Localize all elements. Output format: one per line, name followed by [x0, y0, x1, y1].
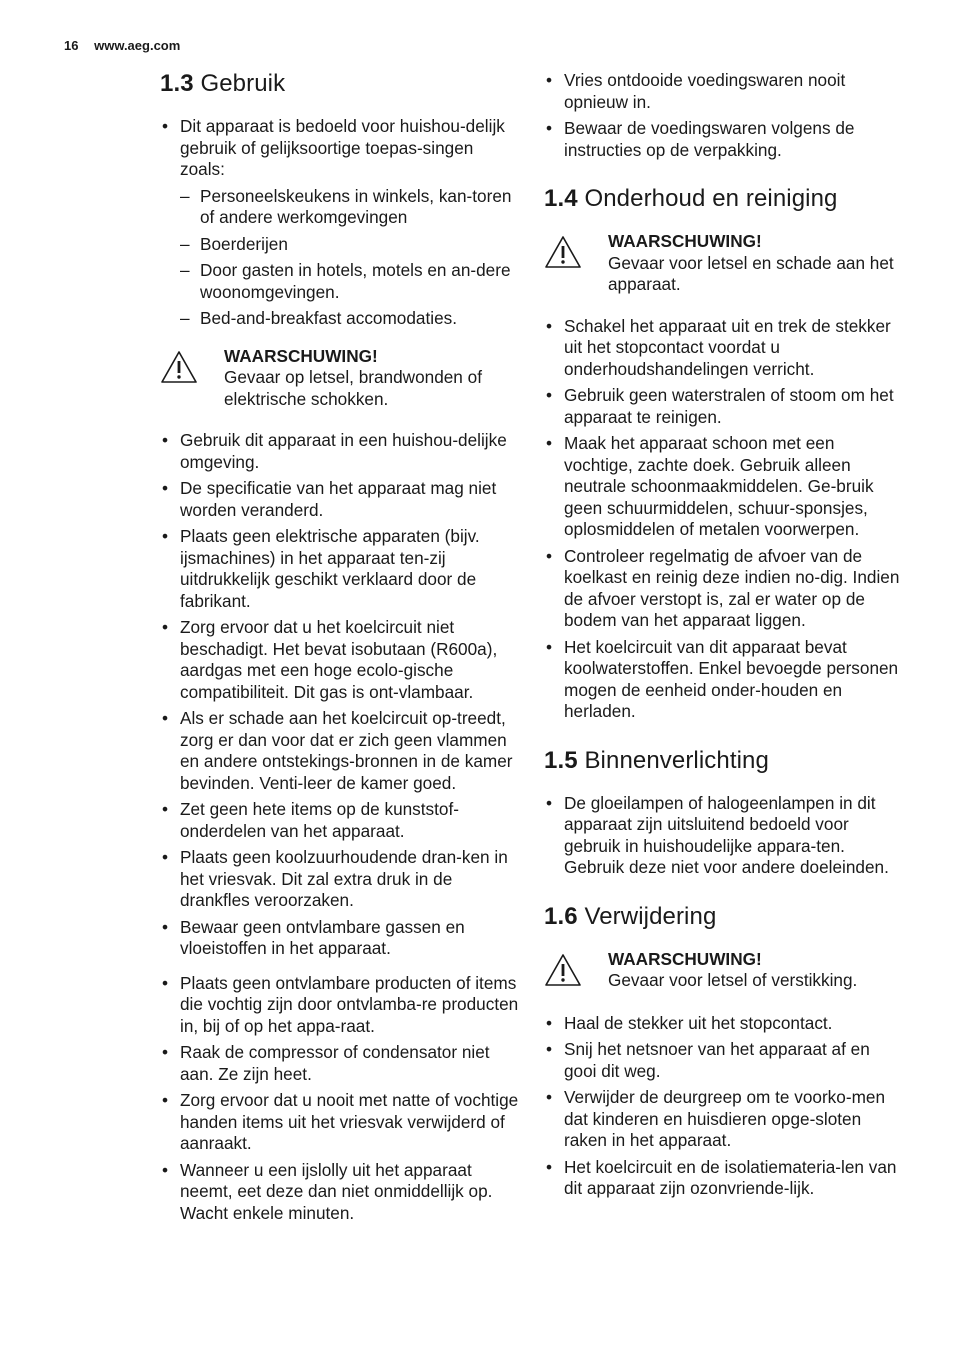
disposal-list [544, 1013, 904, 1200]
section-heading-1-3: 1.3 Gebruik [160, 70, 286, 97]
warning-text: Gevaar op letsel, brandwonden of elektrische schokken. [224, 367, 482, 409]
left-column [160, 70, 520, 1229]
sub-list-item: – Boerderijen [180, 234, 520, 256]
list-item: • Zorg ervoor dat u het koelcircuit niet beschadigt. Het bevat isobutaan (R600a), aardgas met een hoge ecolo-gische compatibiliteit. Dit gas is ont-vlambaar. [160, 617, 520, 703]
usage-list [160, 116, 520, 330]
list-item: • Plaats geen elektrische apparaten (bijv. ijsmachines) in het apparaat ten-zij uitdrukkelijk geschikt verklaard door de fabrikant. [160, 526, 520, 612]
list-item: • Bewaar de voedingswaren volgens de instructies op de verpakking. [544, 118, 904, 161]
list-item: • Bewaar geen ontvlambare gassen en vloeistoffen in het apparaat. [160, 917, 520, 960]
warning-text: Gevaar voor letsel of verstikking. [608, 970, 858, 990]
warning-triangle-icon [160, 350, 198, 384]
list-item: • Het koelcircuit en de isolatiemateria-len van dit apparaat zijn ozonvriende-lijk. [544, 1157, 904, 1200]
list-item: • Vries ontdooide voedingswaren nooit opnieuw in. [544, 70, 904, 113]
list-item: • Snij het netsnoer van het apparaat af en gooi dit weg. [544, 1039, 904, 1082]
safety-list [160, 430, 520, 960]
sub-list-item: – Bed-and-breakfast accomodaties. [180, 308, 520, 330]
right-column [544, 70, 904, 1205]
list-item: • Schakel het apparaat uit en trek de stekker uit het stopcontact voordat u onderhoudshandelingen verricht. [544, 316, 904, 381]
list-item: • Haal de stekker uit het stopcontact. [544, 1013, 904, 1035]
warning-triangle-icon [544, 953, 582, 987]
freezing-list [544, 70, 904, 161]
list-item: • Gebruik geen waterstralen of stoom om het apparaat te reinigen. [544, 385, 904, 428]
warning-title: WAARSCHUWING! [224, 345, 378, 366]
list-item: • Plaats geen koolzuurhoudende dran-ken in het vriesvak. Dit zal extra druk in de drankfles veroorzaken. [160, 847, 520, 912]
list-item: • Gebruik dit apparaat in een huishou-delijke omgeving. [160, 430, 520, 473]
list-item: • De gloeilampen of halogeenlampen in dit apparaat zijn uitsluitend bedoeld voor gebruik in huishoudelijke appara-ten. Gebruik deze niet voor andere doeleinden. [544, 793, 904, 879]
warning-triangle-icon [544, 235, 582, 269]
maintenance-list [544, 316, 904, 723]
safety-list-continued [160, 973, 520, 1225]
page-header [64, 38, 180, 53]
page-number: 16 [64, 38, 79, 53]
list-item: • Raak de compressor of condensator niet aan. Ze zijn heet. [160, 1042, 520, 1085]
warning-title: WAARSCHUWING! [608, 948, 762, 969]
warning-box [544, 231, 904, 296]
list-item: • Als er schade aan het koelcircuit op-treedt, zorg er dan voor dat er zich geen vlammen en andere ontstekings-bronnen in de kamer bevinden. Venti-leer de kamer goed. [160, 708, 520, 794]
section-heading-1-5: 1.5 Binnenverlichting [544, 746, 769, 774]
list-item: • Maak het apparaat schoon met een vochtige, zachte doek. Gebruik alleen neutrale schoonmaakmiddelen. Ge-bruik geen schuurmiddelen, schuur-sponsjes, oplosmiddelen of metalen voorwerpen. [544, 433, 904, 541]
warning-text: Gevaar voor letsel en schade aan het apparaat. [608, 252, 894, 294]
list-item: • Zet geen hete items op de kunststof-onderdelen van het apparaat. [160, 799, 520, 842]
section-heading-1-6: 1.6 Verwijdering [544, 902, 717, 930]
list-item: • Plaats geen ontvlambare producten of items die vochtig zijn door ontvlamba-re producten in, bij of op het appa-raat. [160, 973, 520, 1038]
list-item: • Verwijder de deurgreep om te voorko-men dat kinderen en huisdieren opge-sloten raken in het apparaat. [544, 1087, 904, 1152]
sub-list-item: – Door gasten in hotels, motels en an-dere woonomgevingen. [180, 260, 520, 303]
list-item: • Wanneer u een ijslolly uit het apparaat neemt, eet deze dan niet onmiddellijk op. Wacht enkele minuten. [160, 1160, 520, 1225]
website-url[interactable]: www.aeg.com [94, 38, 181, 53]
list-item: • Het koelcircuit van dit apparaat bevat koolwaterstoffen. Enkel bevoegde personen mogen de eenheid onder-houden en herladen. [544, 637, 904, 723]
warning-box [544, 949, 904, 993]
list-item: • Zorg ervoor dat u nooit met natte of vochtige handen items uit het vriesvak verwijderd of aanraakt. [160, 1090, 520, 1155]
lighting-list [544, 793, 904, 879]
list-item: • Dit apparaat is bedoeld voor huishou-delijk gebruik of gelijksoortige toepas-singen zoals: – Personeelskeukens in winkels, kan-toren of andere werkomgevingen – Boerderijen – Door gasten in hotels, motels en an-dere woonomgevingen. – Bed-and-breakfast accomodaties. [160, 116, 520, 330]
warning-title: WAARSCHUWING! [608, 231, 762, 251]
list-item: • De specificatie van het apparaat mag niet worden veranderd. [160, 478, 520, 521]
warning-box [160, 346, 520, 411]
list-item: • Controleer regelmatig de afvoer van de koelkast en reinig deze indien no-dig. Indien de afvoer verstopt is, zal er water op de bodem van het apparaat liggen. [544, 546, 904, 632]
usage-sublist [180, 186, 520, 330]
section-heading-1-4: 1.4 Onderhoud en reiniging [544, 185, 838, 212]
sub-list-item: – Personeelskeukens in winkels, kan-toren of andere werkomgevingen [180, 186, 520, 229]
